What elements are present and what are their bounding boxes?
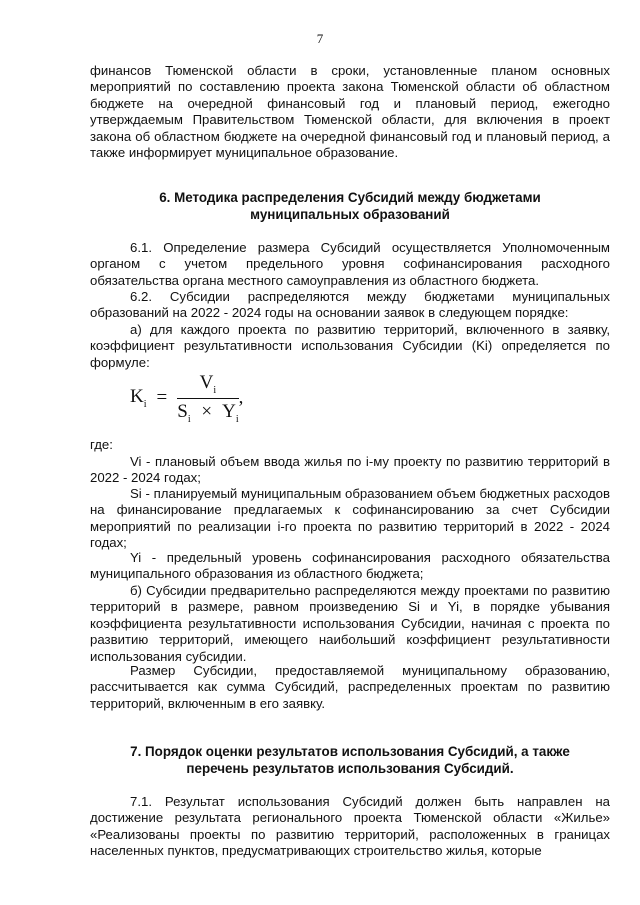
paragraph-b: б) Субсидии предварительно распределяются между проектами по развитию территорий в размере, равном произведению Si и Yi, в порядке убывания коэффициента результативности использования Субсидии, начиная с проекта по развитию территорий, имеющего наибольший коэффициент результативности использования субсидии. <box>90 583 610 664</box>
intro-paragraph: финансов Тюменской области в сроки, установленные планом основных мероприятий по составлению проекта закона Тюменской области об областном бюджете на очередной финансовый год и плановый период, ежегодно утверждаемым Правительством Тюменской области, для включения в проект закона об областном бюджете на очередной финансовый год и плановый период, а также информирует муниципальное образование. <box>90 63 610 161</box>
definition-s: Si - планируемый муниципальным образованием объем бюджетных расходов на финансирование предлагаемых к софинансированию за счет Субсидии мероприятий по реализации i-го проекта по развитию территорий в 2022 - 2024 годах; <box>90 486 610 551</box>
definition-v: Vi - плановый объем ввода жилья по i-му проекту по развитию территорий в 2022 - 2024 годах; <box>90 454 610 486</box>
coefficient-formula <box>130 372 243 425</box>
formula-fraction <box>177 372 238 425</box>
paragraph-7-1: 7.1. Результат использования Субсидий должен быть направлен на достижение результата регионального проекта Тюменской области «Жилье» «Реализованы проекты по развитию территорий, расположенных в границах населенных пунктов, предусматривающих строительство жилья, которые <box>90 794 610 859</box>
formula-comma: , <box>238 387 244 409</box>
formula-denominator: $S_i \times Y_i$ <box>177 400 239 425</box>
where-label: где: <box>90 437 113 452</box>
paragraph-a: а) для каждого проекта по развитию территорий, включенного в заявку, коэффициент результативности использования Субсидии (Ki) определяется по формуле: <box>90 322 610 370</box>
section-6-heading <box>90 190 610 223</box>
section-6-title-line2: муниципальных образований <box>250 206 450 222</box>
paragraph-6-2: 6.2. Субсидии распределяются между бюджетами муниципальных образований на 2022 - 2024 годы на основании заявок в следующем порядке: <box>90 289 610 321</box>
section-7-title-line1: 7. Порядок оценки результатов использования Субсидий, а также <box>130 744 570 759</box>
paragraph-6-1: 6.1. Определение размера Субсидий осуществляется Уполномоченным органом с учетом предельного уровня софинансирования расходного обязательства органа местного самоуправления из областного бюджета. <box>90 240 610 288</box>
paragraph-subsidy-size: Размер Субсидии, предоставляемой муниципальному образованию, рассчитывается как сумма Субсидий, распределенных проектам по развитию территорий, включенным в его заявку. <box>90 663 610 711</box>
formula-lhs: $K_i$ <box>130 386 147 411</box>
formula-numerator: $V_i$ <box>199 372 217 396</box>
page-number: 7 <box>316 31 324 46</box>
section-7-heading <box>90 744 610 777</box>
section-7-title-line2: перечень результатов использования Субсидий. <box>186 760 514 776</box>
section-6-title-line1: 6. Методика распределения Субсидий между бюджетами <box>159 190 541 205</box>
formula-equals: = <box>156 387 168 409</box>
definition-y: Yi - предельный уровень софинансирования расходного обязательства муниципального образования из областного бюджета; <box>90 550 610 582</box>
